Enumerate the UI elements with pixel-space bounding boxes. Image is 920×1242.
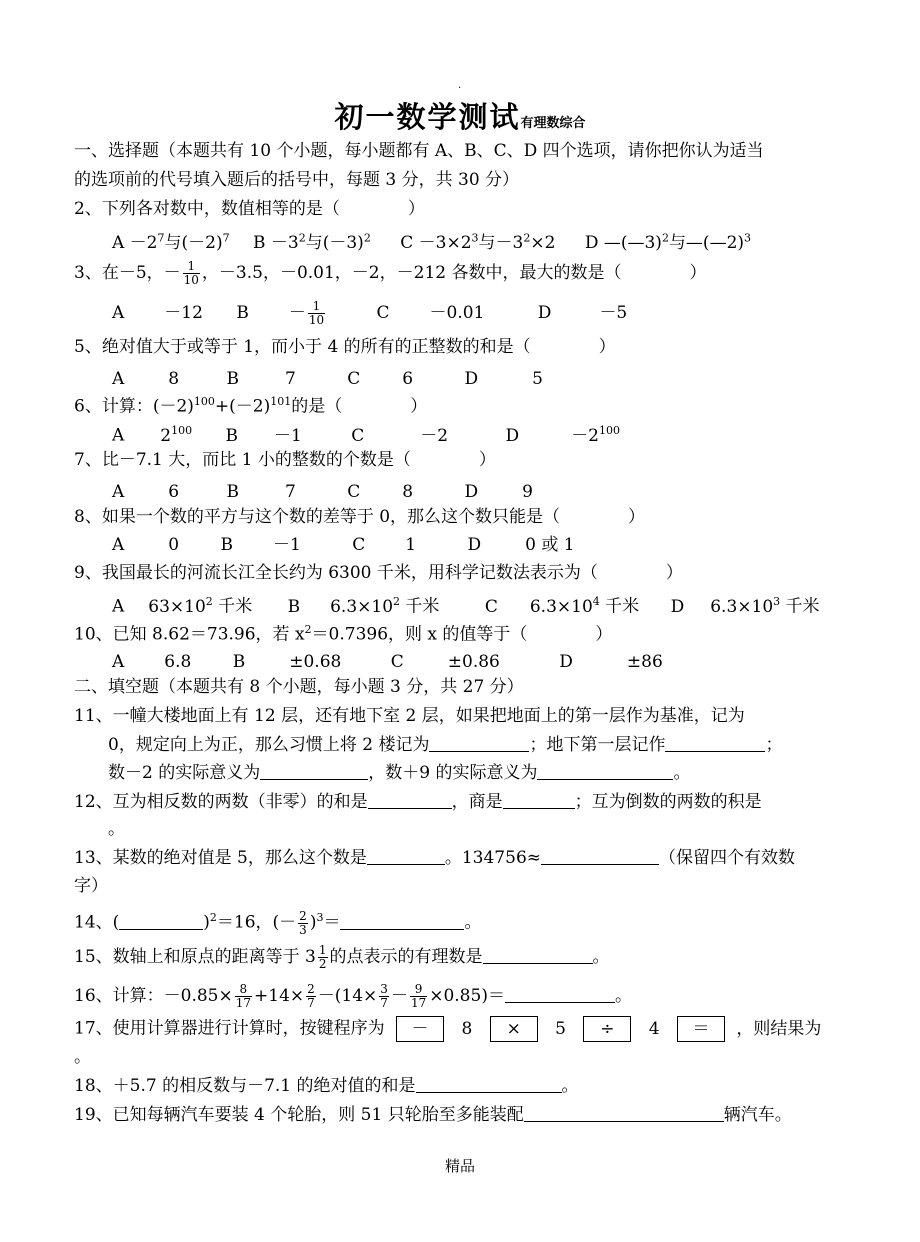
q10-options: A 6.8 B ±0.68 C ±0.86 D ±86 [112, 652, 663, 672]
fraction-two-thirds: $\frac{2}{3}$ [299, 908, 307, 937]
answer-blank[interactable] [503, 792, 575, 809]
answer-blank[interactable] [416, 1076, 562, 1093]
answer-blank[interactable] [541, 848, 659, 865]
q8-options: A 0 B －1 C 1 D 0 或 1 [112, 535, 575, 555]
q2-stem: 2、下列各对数中，数值相等的是（ ） [74, 199, 425, 219]
q18: 18、＋5.7 的相反数与－7.1 的绝对值的和是 。 [74, 1076, 579, 1096]
answer-blank[interactable] [483, 947, 593, 964]
q13-line1: 13、某数的绝对值是 5，那么这个数是 。134756≈ （保留四个有效数 [74, 848, 795, 868]
q16: 16、计算：－0.85× $\frac{8}{17}$ +14× $\frac{2}{7}$ －(14× $\frac{3}{7}$ － $\frac{9}{17}$ ×0.85)＝ 。 [74, 982, 632, 1010]
fraction-one-half: $\frac{1}{2}$ [318, 943, 327, 971]
answer-blank[interactable] [524, 1105, 724, 1122]
calc-key-equals[interactable]: ＝ [677, 1016, 725, 1042]
q2-option-d: D —(—3)$^2$与—(—2)$^3$ [584, 231, 752, 253]
section1-heading-line2: 的选项前的代号填入题后的括号中，每题 3 分，共 30 分） [74, 170, 520, 190]
answer-blank[interactable] [260, 763, 368, 780]
q2-option-c: $C -3\times 2^3$与$-3^2\times 2$ [400, 231, 556, 253]
q11-line2: 0，规定向上为正，那么习惯上将 2 楼记为 ；地下第一层记作 ； [108, 735, 783, 755]
q19: 19、已知每辆汽车要装 4 个轮胎，则 51 只轮胎至多能装配 辆汽车。 [74, 1105, 792, 1125]
fraction-8-17: $\frac{8}{17}$ [235, 982, 252, 1010]
header-dot: . [458, 80, 462, 91]
section1-heading-line1: 一、选择题（本题共有 10 个小题，每小题都有 A、B、C、D 四个选项，请你把你认为适当 [74, 141, 764, 161]
title-sub: 有理数综合 [520, 116, 586, 131]
q13-line2: 字） [74, 876, 108, 896]
answer-blank[interactable] [429, 735, 529, 752]
section2-heading: 二、填空题（本题共有 8 个小题，每小题 3 分，共 27 分） [74, 677, 524, 697]
page-title [0, 95, 920, 136]
q9-options: A $63\times 10^2$ 千米 B $6.3\times 10^2$ 千米 C $6.3\times 10^4$ 千米 D $6.3\times 10^3$ 千米 [112, 595, 820, 617]
title-main: 初一数学测试 [334, 100, 521, 134]
fraction-one-tenth: $\frac{1}{10}$ [308, 299, 325, 327]
q7-stem: 7、比－7.1 大，而比 1 小的整数的个数是（ ） [74, 450, 496, 470]
q10-stem: 10、已知 8.62＝73.96，若 $x^2=0.7396$，则 x 的值等于（ ） [74, 623, 613, 645]
q8-stem: 8、如果一个数的平方与这个数的差等于 0，那么这个数只能是（ ） [74, 507, 646, 527]
answer-blank[interactable] [665, 735, 765, 752]
answer-blank[interactable] [505, 986, 615, 1003]
q17-line2: 。 [74, 1047, 91, 1067]
q12-line2: 。 [108, 819, 125, 839]
q15: 15、数轴上和原点的距离等于 3 $\frac{1}{2}$ 的点表示的有理数是 。 [74, 943, 610, 971]
fraction-3-7: $\frac{3}{7}$ [380, 982, 388, 1010]
q3-stem: 3、在－5，－ $\frac{1}{10}$ ，－3.5，－0.01，－2，－212 各数中，最大的数是（ ） [74, 259, 707, 287]
q12-line1: 12、互为相反数的两数（非零）的和是 ，商是 ；互为倒数的两数的积是 [74, 792, 762, 812]
fraction-one-tenth: $\frac{1}{10}$ [183, 259, 199, 287]
q6-stem: 6、计算：$(-2)^{100}+(-2)^{101}$的是（ ） [74, 395, 428, 417]
footer-text: 精品 [444, 1157, 475, 1175]
q9-stem: 9、我国最长的河流长江全长约为 6300 千米，用科学记数法表示为（ ） [74, 563, 683, 583]
calc-key-divide[interactable]: ÷ [583, 1016, 631, 1042]
fraction-9-17: $\frac{9}{17}$ [410, 982, 427, 1010]
q5-stem: 5、绝对值大于或等于 1，而小于 4 的所有的正整数的和是（ ） [74, 337, 616, 357]
q11-line3: 数－2 的实际意义为 ，数＋9 的实际意义为 。 [108, 763, 691, 783]
q3-options: A －12 B － $\frac{1}{10}$ C －0.01 D －5 [112, 299, 628, 327]
q2-option-a: $A -2^7$与$(-2)^7$ [112, 231, 230, 253]
answer-blank[interactable] [537, 763, 673, 780]
q14: 14、( )$^2$＝16，(－ $\frac{2}{3}$ )$^3$＝ 。 [74, 908, 482, 937]
q17-line1: 17、使用计算器进行计算时，按键程序为 － 8 × 5 ÷ 4 ＝ ，则结果为 [74, 1016, 821, 1042]
q11-line1: 11、一幢大楼地面上有 12 层，还有地下室 2 层，如果把地面上的第一层作为基准，记为 [74, 706, 745, 726]
q7-options: A 6 B 7 C 8 D 9 [112, 482, 533, 502]
q5-options: A 8 B 7 C 6 D 5 [112, 369, 543, 389]
calc-key-multiply[interactable]: × [490, 1016, 538, 1042]
answer-blank[interactable] [368, 792, 452, 809]
answer-blank[interactable] [119, 913, 203, 930]
answer-blank[interactable] [367, 848, 445, 865]
fraction-2-7: $\frac{2}{7}$ [307, 982, 315, 1010]
q6-options: A $2^{100}$ B －1 C －2 $D -2^{100}$ [112, 424, 620, 446]
calc-key-minus[interactable]: － [396, 1016, 444, 1042]
q2-option-b: $B -3^2$与$(-3)^2$ [253, 231, 371, 253]
answer-blank[interactable] [340, 913, 464, 930]
q2-options [112, 227, 751, 254]
